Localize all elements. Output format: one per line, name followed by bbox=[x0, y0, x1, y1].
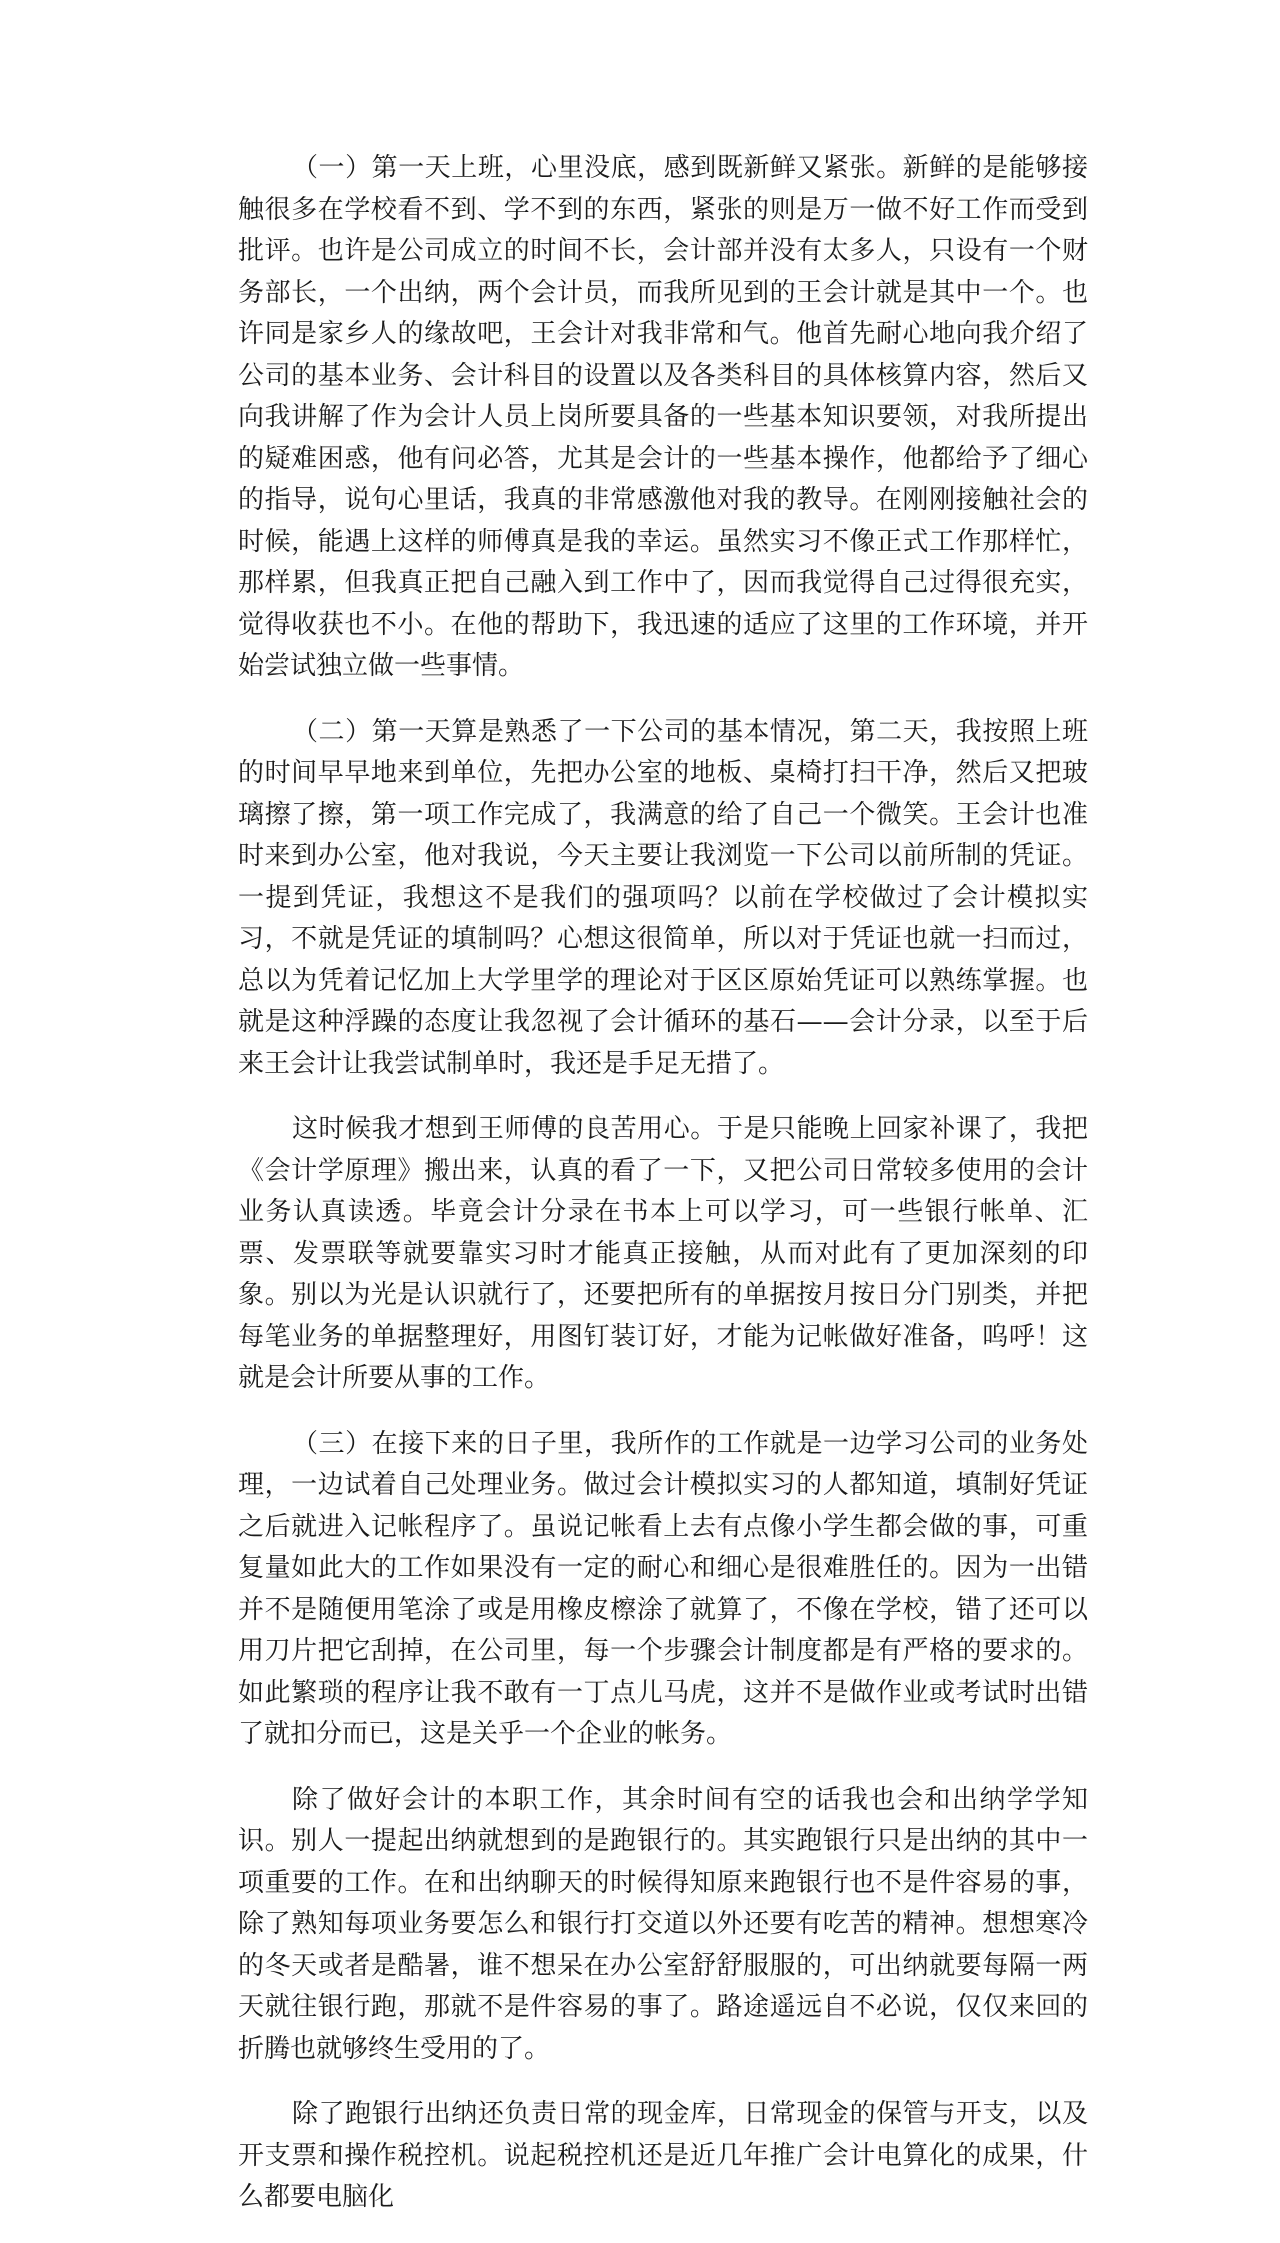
paragraph-2: （二）第一天算是熟悉了一下公司的基本情况，第二天，我按照上班的时间早早地来到单位，先把办公室的地板、桌椅打扫干净，然后又把玻璃擦了擦，第一项工作完成了，我满意的给了自己一个微笑。王会计也准时来到办公室，他对我说，今天主要让我浏览一下公司以前所制的凭证。一提到凭证，我想这不是我们的强项吗？以前在学校做过了会计模拟实习，不就是凭证的填制吗？心想这很简单，所以对于凭证也就一扫而过，总以为凭着记忆加上大学里学的理论对于区区原始凭证可以熟练掌握。也就是这种浮躁的态度让我忽视了会计循环的基石——会计分录，以至于后来王会计让我尝试制单时，我还是手足无措了。 bbox=[238, 716, 1088, 1079]
paragraph-6: 除了跑银行出纳还负责日常的现金库，日常现金的保管与开支，以及开支票和操作税控机。说起税控机还是近几年推广会计电算化的成果，什么都要电脑化 bbox=[238, 2099, 1088, 2212]
paragraph-5: 除了做好会计的本职工作，其余时间有空的话我也会和出纳学学知识。别人一提起出纳就想到的是跑银行的。其实跑银行只是出纳的其中一项重要的工作。在和出纳聊天的时候得知原来跑银行也不是件容易的事，除了熟知每项业务要怎么和银行打交道以外还要有吃苦的精神。想想寒冷的冬天或者是酷暑，谁不想呆在办公室舒舒服服的，可出纳就要每隔一两天就往银行跑，那就不是件容易的事了。路途遥远自不必说，仅仅来回的折腾也就够终生受用的了。 bbox=[238, 1784, 1088, 2064]
paragraph-4: （三）在接下来的日子里，我所作的工作就是一边学习公司的业务处理，一边试着自己处理业务。做过会计模拟实习的人都知道，填制好凭证之后就进入记帐程序了。虽说记帐看上去有点像小学生都会做的事，可重复量如此大的工作如果没有一定的耐心和细心是很难胜任的。因为一出错并不是随便用笔涂了或是用橡皮檫涂了就算了，不像在学校，错了还可以用刀片把它刮掉，在公司里，每一个步骤会计制度都是有严格的要求的。如此繁琐的程序让我不敢有一丁点儿马虎，这并不是做作业或考试时出错了就扣分而已，这是关乎一个企业的帐务。 bbox=[238, 1428, 1088, 1749]
paragraph-1: （一）第一天上班，心里没底，感到既新鲜又紧张。新鲜的是能够接触很多在学校看不到、学不到的东西，紧张的则是万一做不好工作而受到批评。也许是公司成立的时间不长，会计部并没有太多人，只设有一个财务部长，一个出纳，两个会计员，而我所见到的王会计就是其中一个。也许同是家乡人的缘故吧，王会计对我非常和气。他首先耐心地向我介绍了公司的基本业务、会计科目的设置以及各类科目的具体核算内容，然后又向我讲解了作为会计人员上岗所要具备的一些基本知识要领，对我所提出的疑难困惑，他有问必答，尤其是会计的一些基本操作，他都给予了细心的指导，说句心里话，我真的非常感激他对我的教导。在刚刚接触社会的时候，能遇上这样的师傅真是我的幸运。虽然实习不像正式工作那样忙，那样累，但我真正把自己融入到工作中了，因而我觉得自己过得很充实，觉得收获也不小。在他的帮助下，我迅速的适应了这里的工作环境，并开始尝试独立做一些事情。 bbox=[238, 153, 1088, 681]
paragraph-3: 这时候我才想到王师傅的良苦用心。于是只能晚上回家补课了，我把《会计学原理》搬出来，认真的看了一下，又把公司日常较多使用的会计业务认真读透。毕竟会计分录在书本上可以学习，可一些银行帐单、汇票、发票联等就要靠实习时才能真正接触，从而对此有了更加深刻的印象。别以为光是认识就行了，还要把所有的单据按月按日分门别类，并把每笔业务的单据整理好，用图钉装订好，才能为记帐做好准备，呜呼！这就是会计所要从事的工作。 bbox=[238, 1114, 1088, 1393]
document-body bbox=[238, 148, 1088, 2243]
